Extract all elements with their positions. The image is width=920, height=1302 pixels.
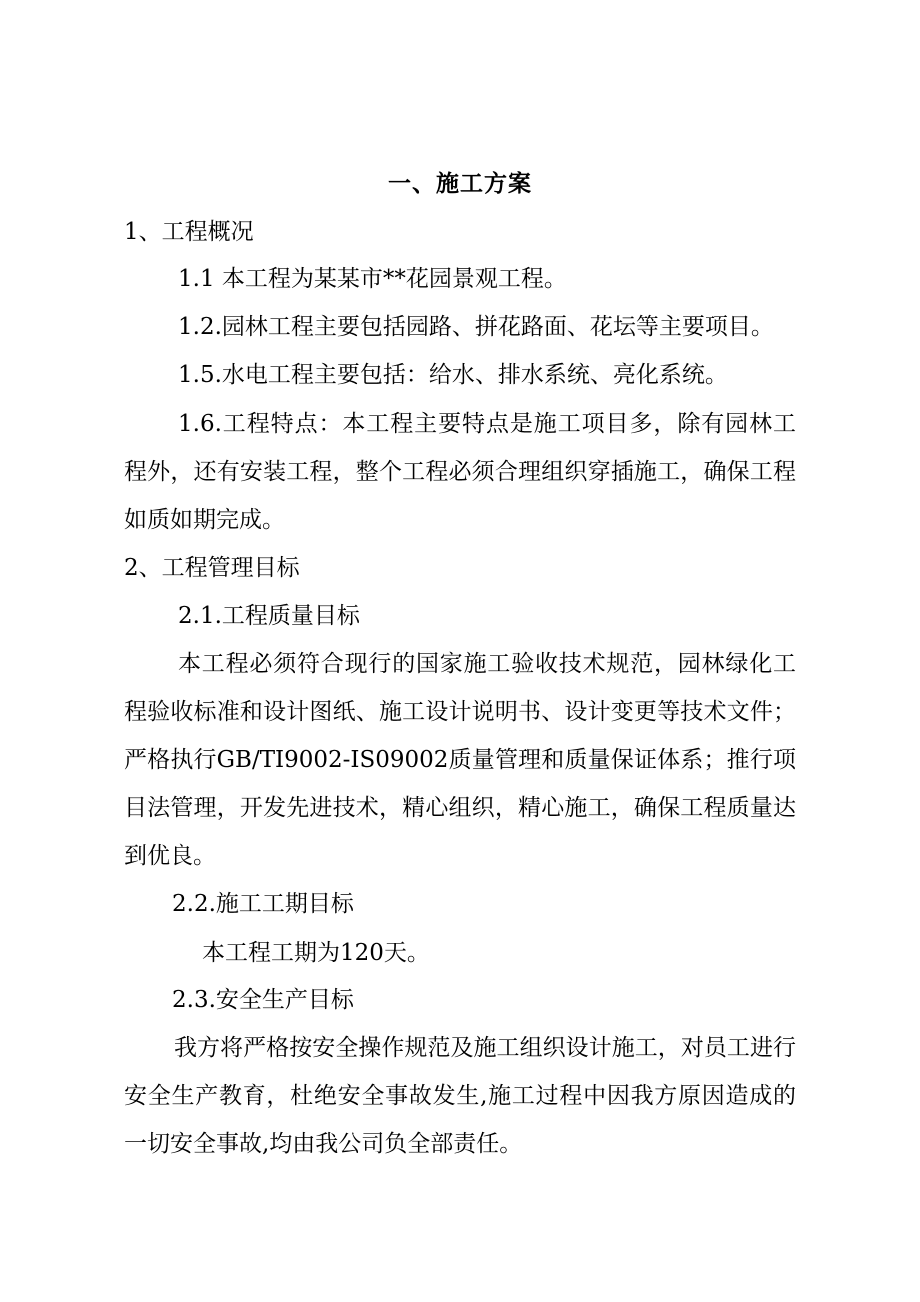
section-heading-overview: 1、工程概况 (124, 219, 254, 245)
subsection-heading-schedule: 2.2.施工工期目标 (172, 891, 354, 917)
subsection-heading-quality: 2.1.工程质量目标 (178, 603, 360, 629)
subsection-heading-safety: 2.3.安全生产目标 (172, 987, 354, 1013)
safety-goal-body: 我方将严格按安全操作规范及施工组织设计施工，对员工进行安全生产教育，杜绝安全事故发生,施工过程中因我方原因造成的一切安全事故,均由我公司负全部责任。 (124, 1035, 796, 1157)
quality-goal-body: 本工程必须符合现行的国家施工验收技术规范，园林绿化工程验收标准和设计图纸、施工设计说明书、设计变更等技术文件；严格执行GB/TI9002-IS09002质量管理和质量保证体系；推行项目法管理，开发先进技术，精心组织，精心施工，确保工程质量达到优良。 (124, 651, 796, 869)
section-heading-management-goals: 2、工程管理目标 (124, 555, 300, 581)
document-title: 一、施工方案 (388, 170, 532, 197)
overview-item-1-2: 1.2.园林工程主要包括园路、拼花路面、花坛等主要项目。 (178, 314, 774, 340)
overview-item-1-6: 1.6.工程特点：本工程主要特点是施工项目多，除有园林工程外，还有安装工程，整个工程必须合理组织穿插施工，确保工程如质如期完成。 (124, 411, 796, 533)
overview-item-1-5: 1.5.水电工程主要包括：给水、排水系统、亮化系统。 (178, 362, 728, 388)
overview-item-1-1: 1.1 本工程为某某市**花园景观工程。 (178, 266, 567, 292)
schedule-goal-body: 本工程工期为120天。 (202, 940, 430, 966)
